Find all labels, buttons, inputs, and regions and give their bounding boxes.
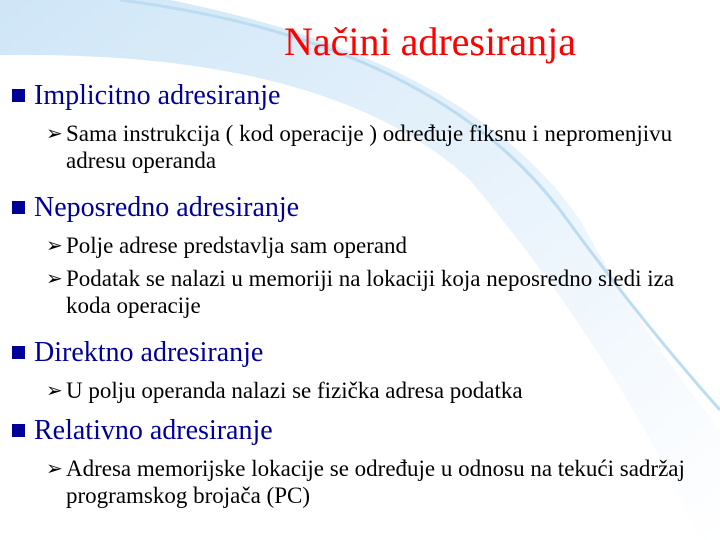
list-item: ➢ Polje adrese predstavlja sam operand bbox=[46, 233, 408, 258]
arrow-bullet-icon: ➢ bbox=[46, 121, 63, 145]
list-item: ➢ U polju operanda nalazi se fizička adresa podatka bbox=[46, 378, 523, 403]
section-implicitno bbox=[10, 80, 710, 174]
arrow-bullet-icon: ➢ bbox=[46, 233, 63, 257]
arrow-bullet-icon: ➢ bbox=[46, 456, 63, 480]
square-bullet-icon bbox=[12, 424, 25, 437]
section-relativno bbox=[10, 415, 710, 509]
section-heading: Direktno adresiranje bbox=[34, 337, 264, 368]
section-heading: Relativno adresiranje bbox=[34, 415, 273, 446]
section-heading: Neposredno adresiranje bbox=[34, 192, 300, 223]
section-heading: Implicitno adresiranje bbox=[34, 80, 281, 111]
list-item: ➢ Sama instrukcija ( kod operacije ) određuje fiksnu i nepromenjivu adresu operanda bbox=[46, 121, 673, 173]
slide-title: Načini adresiranja bbox=[283, 19, 577, 64]
arrow-bullet-icon: ➢ bbox=[46, 378, 63, 402]
list-item: ➢ Adresa memorijske lokacije se određuje u odnosu na tekući sadržaj programskog brojača (PC) bbox=[46, 456, 685, 508]
square-bullet-icon bbox=[12, 346, 25, 359]
square-bullet-icon bbox=[12, 201, 25, 214]
square-bullet-icon bbox=[12, 89, 25, 102]
section-direktno bbox=[10, 337, 710, 404]
arrow-bullet-icon: ➢ bbox=[46, 266, 63, 290]
section-neposredno bbox=[10, 192, 710, 319]
list-item: ➢ Podatak se nalazi u memoriji na lokaciji koja neposredno sledi iza koda operacije bbox=[46, 266, 675, 318]
